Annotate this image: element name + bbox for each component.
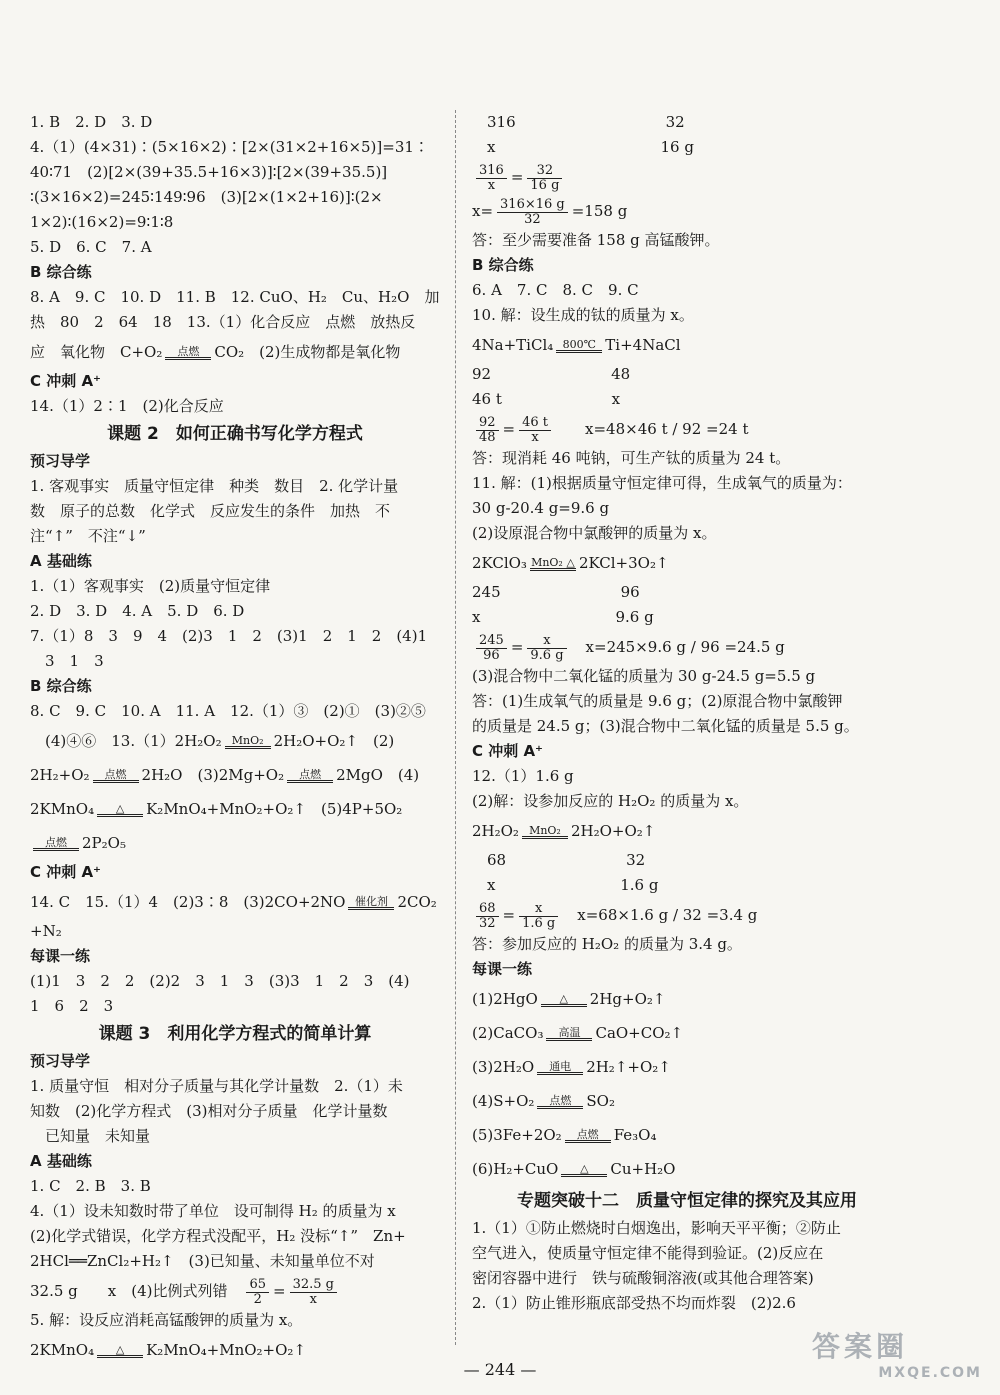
answer-line: 7.（1）8 3 9 4 (2)3 1 2 (3)1 2 1 2 (4)1: [30, 627, 428, 645]
section-heading: A 基础练: [30, 552, 92, 570]
equation-line: [30, 826, 440, 860]
fraction: [476, 164, 507, 193]
fraction-numerator: 316: [476, 164, 507, 179]
answer-line: 68 32: [472, 851, 646, 869]
equation-products: 2KCl+3O₂↑: [578, 554, 669, 572]
answer-line: 10. 解：设生成的钛的质量为 x。: [472, 306, 694, 324]
fraction-numerator: x: [527, 634, 566, 649]
reaction-condition: MnO₂: [529, 824, 561, 837]
equation-reactants: (3)2H₂O: [472, 1058, 535, 1076]
proportion-result: x=245×9.6 g / 96 =24.5 g: [570, 638, 785, 656]
fraction-denominator: x: [309, 1291, 317, 1307]
answer-line: ∶(3×16×2)=245∶149∶96 (3)[2×(1×2+16)]∶(2×: [30, 188, 383, 206]
answer-line: 5. 解：设反应消耗高锰酸钾的质量为 x。: [30, 1311, 303, 1329]
equation-reactants: (6)H₂+CuO: [472, 1160, 559, 1178]
equation-reactants: (4)S+O₂: [472, 1092, 535, 1110]
answer-line: 46 t x: [472, 390, 621, 408]
reaction-condition: 点燃: [576, 1128, 599, 1141]
fraction-numerator: 32: [527, 164, 562, 179]
answer-line: 密闭容器中进行 铁与硫酸铜溶液(或其他合理答案): [472, 1269, 814, 1287]
left-column: [30, 110, 440, 1367]
fraction-denominator: 32: [479, 915, 496, 931]
fraction-denominator: 9.6 g: [530, 647, 564, 663]
reaction-arrow: [97, 803, 143, 817]
answer-line: 1. C 2. B 3. B: [30, 1177, 151, 1195]
fraction-denominator: 96: [483, 647, 500, 663]
column-divider: [455, 110, 456, 1345]
page-number: — 244 —: [463, 1360, 537, 1379]
equation-line: [472, 814, 902, 848]
answer-line: 5. D 6. C 7. A: [30, 238, 152, 256]
section-heading: 预习导学: [30, 452, 91, 470]
topic-title: 课题 3 利用化学方程式的简单计算: [98, 1024, 372, 1044]
reaction-condition: 点燃: [104, 768, 127, 781]
equation-line: [472, 546, 902, 580]
equation-products: 2Hg+O₂↑: [589, 990, 666, 1008]
fraction-numerator: 65: [246, 1278, 269, 1293]
proportion-result: x=68×1.6 g / 32 =3.4 g: [562, 906, 758, 924]
answer-line: 4.（1）(4×31)∶(5×16×2)∶[2×(31×2+16×5)]=31∶: [30, 138, 429, 156]
answer-line: 92 48: [472, 365, 631, 383]
fraction-denominator: 48: [479, 429, 496, 445]
equation-line: [30, 758, 440, 792]
proportion-line: [472, 630, 902, 664]
answer-line: 4.（1）设未知数时带了单位 设可制得 H₂ 的质量为 x: [30, 1202, 396, 1220]
equation-products: K₂MnO₄+MnO₂+O₂↑ (5)4P+5O₂: [146, 800, 403, 818]
equation-products: CO₂ (2)生成物都是氧化物: [214, 343, 401, 361]
equation-reactants: (2)CaCO₃: [472, 1024, 544, 1042]
reaction-arrow: [165, 346, 211, 360]
reaction-arrow: [546, 1027, 592, 1041]
equals-sign: =: [502, 906, 516, 924]
equation-line: [472, 1016, 902, 1050]
equation-reactants: 14. C 15.（1）4 (2)3∶8 (3)2CO+2NO: [30, 893, 346, 911]
answer-line: 1×2)∶(16×2)=9∶1∶8: [30, 213, 174, 231]
fraction-denominator: x: [531, 429, 539, 445]
fraction-numerator: 245: [476, 634, 507, 649]
equation-line: [472, 1152, 902, 1186]
proportion-prefix: 32.5 g x (4)比例式列错: [30, 1282, 243, 1300]
answer-line: 1.（1）①防止燃烧时白烟逸出，影响天平平衡；②防止: [472, 1219, 841, 1237]
answer-line: 答：至少需要准备 158 g 高锰酸钾。: [472, 231, 720, 249]
equation-line: [472, 1118, 902, 1152]
equation-products: 2H₂↑+O₂↑: [586, 1058, 671, 1076]
watermark-text: 答案圈: [812, 1330, 909, 1363]
equation-products: 2P₂O₅: [82, 834, 126, 852]
equals-sign: =: [273, 1282, 286, 1300]
reaction-condition: △: [559, 992, 569, 1005]
reaction-arrow: [530, 557, 576, 571]
answer-line: (2)解：设参加反应的 H₂O₂ 的质量为 x。: [472, 792, 749, 810]
equals-sign: =: [502, 420, 516, 438]
fraction-numerator: 92: [476, 416, 499, 431]
reaction-arrow: [287, 769, 333, 783]
equation-products: 2MgO (4): [336, 766, 420, 784]
answer-line: 8. A 9. C 10. D 11. B 12. CuO、H₂ Cu、H₂O 加: [30, 288, 440, 306]
answer-line: 6. A 7. C 8. C 9. C: [472, 281, 639, 299]
equation-products: SO₂: [586, 1092, 615, 1110]
answer-line: 已知量 未知量: [30, 1127, 151, 1145]
equation-line: [472, 982, 902, 1016]
fraction: [497, 198, 568, 227]
answer-line: +N₂: [30, 922, 62, 940]
answer-line: 316 32: [472, 113, 685, 131]
fraction: [527, 634, 566, 663]
fraction: [519, 902, 558, 931]
answer-line: 1. 客观事实 质量守恒定律 种类 数目 2. 化学计量: [30, 477, 399, 495]
fraction: [246, 1278, 269, 1307]
fraction: [476, 416, 499, 445]
topic-title: 专题突破十二 质量守恒定律的探究及其应用: [517, 1191, 857, 1211]
equation-products: K₂MnO₄+MnO₂+O₂↑: [146, 1341, 306, 1359]
proportion-line: [472, 898, 902, 932]
equation-products: CaO+CO₂↑: [595, 1024, 684, 1042]
section-heading: 预习导学: [30, 1052, 91, 1070]
reaction-condition: 点燃: [45, 836, 67, 849]
answer-line: 11. 解：(1)根据质量守恒定律可得，生成氧气的质量为：: [472, 474, 852, 492]
answer-line: 答：参加反应的 H₂O₂ 的质量为 3.4 g。: [472, 935, 742, 953]
reaction-arrow: [225, 735, 271, 749]
answer-line: 12.（1）1.6 g: [472, 767, 574, 785]
proportion-prefix: x=: [472, 202, 494, 220]
answer-line: (3)混合物中二氧化锰的质量为 30 g-24.5 g=5.5 g: [472, 667, 816, 685]
answer-line: 知数 (2)化学方程式 (3)相对分子质量 化学计量数: [30, 1102, 388, 1120]
equation-line: [472, 1084, 902, 1118]
fraction-denominator: 2: [253, 1291, 262, 1307]
fraction-numerator: 46 t: [519, 416, 551, 431]
answer-line: 8. C 9. C 10. A 11. A 12.（1）③ (2)① (3)②⑤: [30, 702, 426, 720]
fraction-numerator: 316×16 g: [497, 198, 568, 213]
equation-reactants: 应 氧化物 C+O₂: [30, 343, 163, 361]
answer-line: 热 80 2 64 18 13.（1）化合反应 点燃 放热反: [30, 313, 416, 331]
answer-line: 空气进入，使质量守恒定律不能得到验证。(2)反应在: [472, 1244, 824, 1262]
equation-line: [472, 1050, 902, 1084]
answer-line: 3 1 3: [30, 652, 104, 670]
equation-reactants: 2KMnO₄: [30, 1341, 95, 1359]
proportion-result: x=48×46 t / 92 =24 t: [555, 420, 749, 438]
reaction-condition: 通电: [549, 1060, 572, 1073]
equation-line: [472, 328, 902, 362]
equation-line: [30, 724, 440, 758]
topic-title: 课题 2 如何正确书写化学方程式: [107, 424, 363, 444]
equation-products: Cu+H₂O: [610, 1160, 676, 1178]
proportion-line: [472, 194, 902, 228]
section-heading: B 综合练: [472, 256, 534, 274]
answer-line: (2)设原混合物中氯酸钾的质量为 x。: [472, 524, 717, 542]
fraction-numerator: 32.5 g: [290, 1278, 337, 1293]
answer-line: 的质量是 24.5 g；(3)混合物中二氧化锰的质量是 5.5 g。: [472, 717, 859, 735]
reaction-condition: △: [580, 1162, 589, 1175]
reaction-condition: 点燃: [177, 345, 200, 358]
equation-products: Fe₃O₄: [613, 1126, 657, 1144]
reaction-arrow: [93, 769, 139, 783]
fraction: [519, 416, 551, 445]
fraction: [476, 634, 507, 663]
fraction: [527, 164, 562, 193]
reaction-condition: △: [115, 802, 125, 815]
equation-line: [30, 885, 440, 919]
answer-line: x 16 g: [472, 138, 694, 156]
right-column: [472, 110, 902, 1316]
watermark-logo: [812, 1325, 982, 1381]
answer-line: 2HCl══ZnCl₂+H₂↑ (3)已知量、未知量单位不对: [30, 1252, 375, 1270]
equation-reactants: (1)2HgO: [472, 990, 538, 1008]
watermark-url: MXQE.COM: [878, 1365, 982, 1381]
answer-line: (1)1 3 2 2 (2)2 3 1 3 (3)3 1 2 3 (4): [30, 972, 410, 990]
answer-line: x 1.6 g: [472, 876, 659, 894]
section-heading: B 综合练: [30, 263, 92, 281]
section-heading: C 冲刺 A⁺: [30, 863, 101, 881]
proportion-line: [472, 412, 902, 446]
answer-line: x 9.6 g: [472, 608, 654, 626]
fraction-denominator: x: [487, 177, 496, 193]
reaction-arrow: [561, 1163, 607, 1177]
equation-reactants: 2KMnO₄: [30, 800, 95, 818]
reaction-arrow: [537, 1095, 583, 1109]
answer-line: (2)化学式错误，化学方程式没配平，H₂ 没标“↑” Zn+: [30, 1227, 406, 1245]
reaction-condition: △: [115, 1343, 125, 1356]
answer-line: 30 g-20.4 g=9.6 g: [472, 499, 610, 517]
section-heading: C 冲刺 A⁺: [472, 742, 543, 760]
reaction-condition: 点燃: [299, 768, 322, 781]
equation-reactants: 4Na+TiCl₄: [472, 336, 554, 354]
equation-reactants: 2H₂+O₂: [30, 766, 90, 784]
equals-sign: =: [510, 638, 524, 656]
equation-reactants: 2H₂O₂: [472, 822, 519, 840]
proportion-result: =158 g: [571, 202, 628, 220]
answer-line: 2. D 3. D 4. A 5. D 6. D: [30, 602, 245, 620]
equation-products: Ti+4NaCl: [605, 336, 681, 354]
reaction-condition: 800℃: [562, 338, 596, 351]
section-heading: 每课一练: [30, 947, 91, 965]
answer-line: 答：(1)生成氧气的质量是 9.6 g；(2)原混合物中氯酸钾: [472, 692, 843, 710]
reaction-arrow: [348, 896, 394, 910]
answer-line: 245 96: [472, 583, 640, 601]
equation-products: 2CO₂: [397, 893, 437, 911]
section-heading: 每课一练: [472, 960, 533, 978]
equation-products: 2H₂O+O₂↑ (2): [273, 732, 395, 750]
section-heading: C 冲刺 A⁺: [30, 372, 101, 390]
equation-line: [30, 335, 440, 369]
answer-line: 2.（1）防止锥形瓶底部受热不均而炸裂 (2)2.6: [472, 1294, 796, 1312]
fraction: [290, 1278, 337, 1307]
fraction-denominator: 32: [524, 211, 541, 227]
answer-line: 1. B 2. D 3. D: [30, 113, 153, 131]
reaction-arrow: [537, 1061, 583, 1075]
answer-line: 1 6 2 3: [30, 997, 114, 1015]
section-heading: B 综合练: [30, 677, 92, 695]
fraction-denominator: 1.6 g: [522, 915, 556, 931]
reaction-arrow: [522, 825, 568, 839]
reaction-condition: 点燃: [549, 1094, 572, 1107]
reaction-arrow: [565, 1129, 611, 1143]
equation-line: [30, 792, 440, 826]
answer-line: 1.（1）客观事实 (2)质量守恒定律: [30, 577, 271, 595]
answer-line: 14.（1）2∶1 (2)化合反应: [30, 397, 224, 415]
answer-line: 答：现消耗 46 吨钠，可生产钛的质量为 24 t。: [472, 449, 791, 467]
equation-reactants: (4)④⑥ 13.（1）2H₂O₂: [30, 732, 222, 750]
fraction-numerator: x: [519, 902, 558, 917]
fraction-numerator: 68: [476, 902, 499, 917]
equation-products: 2H₂O+O₂↑: [570, 822, 656, 840]
section-heading: A 基础练: [30, 1152, 92, 1170]
proportion-line: [30, 1274, 440, 1308]
reaction-condition: 高温: [558, 1026, 581, 1039]
reaction-arrow: [541, 993, 587, 1007]
reaction-arrow: [97, 1344, 143, 1358]
equals-sign: =: [510, 168, 524, 186]
reaction-condition: MnO₂ △: [531, 556, 575, 569]
fraction: [476, 902, 499, 931]
answer-line: 注“↑” 不注“↓”: [30, 527, 146, 545]
answer-line: 1. 质量守恒 相对分子质量与其化学计量数 2.（1）未: [30, 1077, 403, 1095]
reaction-arrow: [33, 837, 79, 851]
reaction-arrow: [556, 339, 602, 353]
fraction-denominator: 16 g: [530, 177, 560, 193]
proportion-line: [472, 160, 902, 194]
equation-reactants: (5)3Fe+2O₂: [472, 1126, 562, 1144]
answer-line: 数 原子的总数 化学式 反应发生的条件 加热 不: [30, 502, 391, 520]
equation-reactants: 2KClO₃: [472, 554, 527, 572]
reaction-condition: MnO₂: [231, 734, 264, 747]
equation-products: 2H₂O (3)2Mg+O₂: [141, 766, 285, 784]
reaction-condition: 催化剂: [354, 895, 388, 908]
answer-line: 40∶71 (2)[2×(39+35.5+16×3)]∶[2×(39+35.5)]: [30, 163, 388, 181]
